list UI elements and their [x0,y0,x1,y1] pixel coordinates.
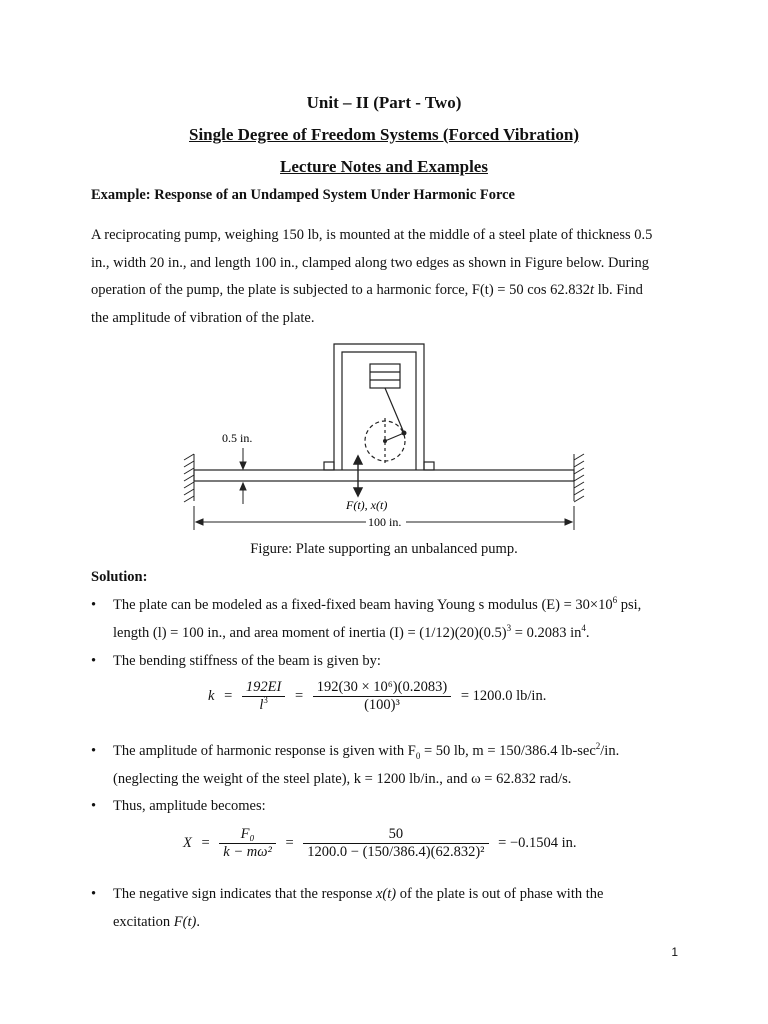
eq1-fraction-1 [242,679,285,714]
eq2-fraction-2 [303,826,488,861]
b3-b: = 50 lb, m = 150/386.4 lb-sec [420,743,596,759]
eq1-num1: 192EI [242,679,285,697]
eq2-den1: k − mω² [223,844,272,860]
steel-plate [194,470,574,481]
figure-caption: Figure: Plate supporting an unbalanced pump. [250,541,518,557]
bullet-3-line-2: (neglecting the weight of the steel plate), k = 1200 lb/in., and ω = 62.832 rad/s. [113,770,572,787]
eq2-lhs: X [183,834,192,851]
b1-l2-c: . [585,624,590,641]
b1-l2-b: = 0.2083 in [511,624,582,641]
length-label: 100 in. [368,515,402,529]
eq2-num1: F₀ [219,826,276,844]
b5-b: of the plate is out of phase with the [396,886,604,902]
bullet-3-line-1 [113,738,683,766]
problem-line-3b: lb. Find [594,282,643,298]
stiffness-equation: k = $\frac{192EI}{l^3}$ = $\frac{\text{192(30 × 10⁶)(0.2083)}}{\text{(100)³}}$ = 1200.0 lb/in. [208,679,547,713]
eq1-num2: 192(30 × 10⁶)(0.2083) [313,679,451,697]
problem-line-3-t: t [590,282,595,298]
b5-a: The negative sign indicates that the response [113,886,376,902]
bullet-dot: • [91,798,97,814]
bullet-dot: • [91,743,97,759]
eq1-den1-sup: 3 [263,695,268,706]
b3-a: The amplitude of harmonic response is given with F [113,743,416,759]
eq1-den1-l: l [259,697,264,713]
thickness-label: 0.5 in. [222,431,253,445]
bullet-dot: • [91,886,97,902]
bullet-5-line-2 [113,909,683,937]
b5-l2-a: excitation [113,913,174,930]
bullet-1-line-1 [113,592,683,620]
eq2-den2: 1200.0 − (150/386.4)(62.832)² [307,844,485,860]
eq2-result: = −0.1504 in. [498,834,577,851]
bullet-amplitude-params [91,738,691,796]
b3-sup: 2 [595,741,601,752]
eq1-lhs: k [208,687,215,704]
bullet-negative-sign [91,881,691,939]
eq2-fraction-1 [219,826,276,861]
b1-l2-sup2: 4 [581,622,586,633]
b5-l2-i: F(t) [173,913,197,930]
problem-line-1: A reciprocating pump, weighing 150 lb, is mounted at the middle of a steel plate of thickness 0.5 [91,227,653,243]
unit-heading: Unit – II (Part - Two) [306,93,462,112]
problem-line-2: in., width 20 in., and length 100 in., clamped along two edges as shown in Figure below. During [91,254,650,271]
pump-housing-icon [324,344,434,470]
eq1-fraction-2 [313,679,451,714]
b1-l2-a: length (l) = 100 in., and area moment of inertia (I) = (1/12)(20)(0.5) [113,624,507,641]
bullet-5-line-1 [113,881,683,909]
example-title: Example: Response of an Undamped System Under Harmonic Force [91,187,515,203]
pump-plate-figure [170,336,600,536]
topic-heading-text: Single Degree of Freedom Systems (Forced Vibration) [189,125,579,144]
b5-i: x(t) [375,886,397,902]
b3-sub: 0 [415,750,421,761]
bullet-dot: • [91,653,97,669]
problem-paragraph [91,222,691,332]
problem-line-3a: operation of the pump, the plate is subjected to a harmonic force, F(t) = 50 cos 62.832 [91,282,591,298]
bullet-dot: • [91,597,97,613]
page-number: 1 [671,945,678,959]
right-clamp-icon [574,454,584,502]
force-label: F(t), x(t) [346,498,388,512]
notes-heading-text: Lecture Notes and Examples [280,157,488,176]
eq1-result: = 1200.0 lb/in. [460,687,547,704]
bullet-4-text: Thus, amplitude becomes: [113,798,266,814]
eq1-den1 [242,697,285,714]
b3-c: /in. [600,743,620,759]
eq2-num2: 50 [303,826,488,844]
b1-sup: 6 [612,595,618,606]
left-clamp-icon [184,454,194,502]
topic-heading [0,125,768,145]
bullet-stiffness [91,648,691,676]
b1-text-b: psi, [617,597,642,613]
problem-line-4: the amplitude of vibration of the plate. [91,309,315,326]
b1-text-a: The plate can be modeled as a fixed-fixed beam having Young s modulus (E) = 30×10 [113,597,613,613]
solution-label: Solution: [91,569,148,585]
bullet-1-line-2 [113,620,683,648]
notes-heading [0,157,768,177]
b1-l2-sup: 3 [506,622,512,633]
eq1-den2: (100)³ [364,697,400,713]
b5-l2-b: . [196,913,200,930]
bullet-2-text: The bending stiffness of the beam is given by: [113,653,381,669]
amplitude-equation: X = $\frac{\text{F₀}}{\text{k − mω²}}$ = $\frac{50}{\text{1200.0 − (150/386.4)(62.832)²}}$ = −0.1504 in. [183,826,577,860]
bullet-beam-model [91,592,691,652]
problem-line-3 [91,277,691,305]
bullet-amplitude-intro [91,793,691,821]
